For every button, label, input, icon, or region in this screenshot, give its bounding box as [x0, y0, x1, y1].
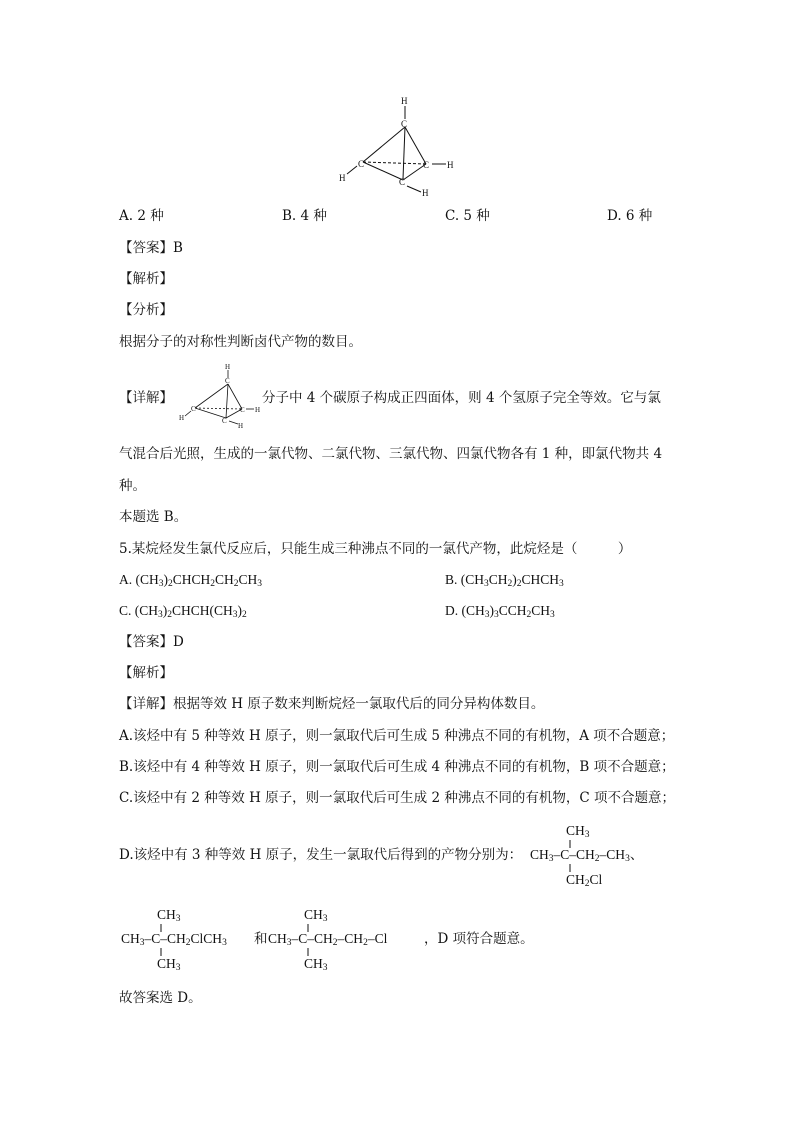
atom-h-top: H — [401, 96, 408, 106]
tetrahedrane-inline — [178, 362, 260, 428]
q5-final: 故答案选 D。 — [119, 990, 202, 1006]
formula-2-top: $CH_3$ — [157, 907, 181, 924]
tetrahedrane-structure — [335, 92, 465, 197]
q5-option-c: C. $(CH_3)_2CHCH(CH_3)_2$ — [119, 603, 247, 620]
formula-3: $CH_3-C-CH_2-CH_2-Cl$ — [268, 931, 388, 948]
q4-option-a: A. 2 种 — [119, 208, 164, 224]
inline-atom-h-right: H — [255, 406, 260, 414]
q4-fenxi-header: 【分析】 — [119, 302, 173, 318]
q4-detail-line1: 分子中 4 个碳原子构成正四面体，则 4 个氢原子完全等效。它与氯 — [262, 390, 661, 406]
formula-1-top: $CH_3$ — [566, 823, 590, 840]
formula-3-top: $CH_3$ — [304, 907, 328, 924]
q5-option-a: A. $(CH_3)_2CHCH_2CH_2CH_3$ — [119, 572, 263, 589]
q4-option-c: C. 5 种 — [445, 208, 490, 224]
q5-option-b: B. $(CH_3CH_2)_2CHCH_3$ — [445, 572, 564, 589]
q5-analysis-header: 【解析】 — [119, 665, 173, 681]
formula-3-bottom: $CH_3$ — [304, 956, 328, 973]
inline-atom-h-bottom: H — [238, 422, 244, 428]
formula-2-bottom: $CH_3$ — [157, 956, 181, 973]
q5-detail: 【详解】根据等效 H 原子数来判断烷烃一氯取代后的同分异构体数目。 — [119, 696, 545, 712]
formula-1-bonds — [565, 838, 575, 908]
atom-h-right: H — [447, 160, 454, 170]
inline-atom-h-top: H — [225, 363, 231, 371]
inline-atom-c-left: C — [191, 405, 196, 413]
q5-line-a: A.该烃中有 5 种等效 H 原子，则一氯取代后可生成 5 种沸点不同的有机物，A 项不合题意； — [119, 728, 675, 744]
q5-line-d: D.该烃中有 3 种等效 H 原子，发生一氯取代后得到的产物分别为： — [119, 847, 523, 863]
q4-detail-line3: 种。 — [119, 478, 146, 494]
q4-answer: 【答案】B — [119, 240, 183, 256]
atom-h-bottom: H — [422, 188, 429, 197]
q4-analysis-header: 【解析】 — [119, 271, 173, 287]
inline-atom-c-right: C — [240, 406, 245, 414]
q4-option-d: D. 6 种 — [607, 208, 653, 224]
formula-1: $CH_3-C-CH_2-CH_3$、 — [530, 847, 644, 864]
q5-tail: ，D 项符合题意。 — [424, 931, 534, 947]
inline-atom-c-bottom: C — [222, 417, 227, 425]
q4-conclusion: 本题选 B。 — [119, 509, 188, 525]
atom-c-top: C — [401, 119, 408, 129]
inline-atom-c-top: C — [225, 377, 230, 385]
formula-2-bonds — [156, 922, 166, 972]
q5-line-c: C.该烃中有 2 种等效 H 原子，则一氯取代后可生成 2 种沸点不同的有机物，C 项不合题意； — [119, 790, 675, 806]
q5-option-d: D. $(CH_3)_3CCH_2CH_3$ — [445, 603, 555, 620]
conj-he: 和 — [254, 931, 268, 947]
atom-h-left: H — [339, 173, 346, 183]
q5-stem: 5.某烷烃发生氯代反应后，只能生成三种沸点不同的一氯代产物，此烷烃是（ ） — [119, 541, 632, 557]
q5-line-b: B.该烃中有 4 种等效 H 原子，则一氯取代后可生成 4 种沸点不同的有机物，B 项不合题意； — [119, 759, 675, 775]
formula-2: $CH_3-C-CH_2ClCH_3$ — [121, 931, 227, 948]
q5-answer: 【答案】D — [119, 634, 184, 650]
q4-fenxi-text: 根据分子的对称性判断卤代产物的数目。 — [119, 334, 362, 350]
formula-3-bonds — [303, 922, 313, 972]
atom-c-left: C — [358, 159, 365, 169]
inline-atom-h-left: H — [179, 414, 185, 422]
q4-option-b: B. 4 种 — [282, 208, 327, 224]
formula-1-bottom: $CH_2Cl$ — [566, 872, 603, 889]
atom-c-right: C — [423, 160, 430, 170]
q4-detail-line2: 气混合后光照，生成的一氯代物、二氯代物、三氯代物、四氯代物各有 1 种，即氯代物共 4 — [119, 446, 663, 462]
atom-c-bottom: C — [399, 177, 406, 187]
q4-detail-label: 【详解】 — [119, 390, 173, 406]
